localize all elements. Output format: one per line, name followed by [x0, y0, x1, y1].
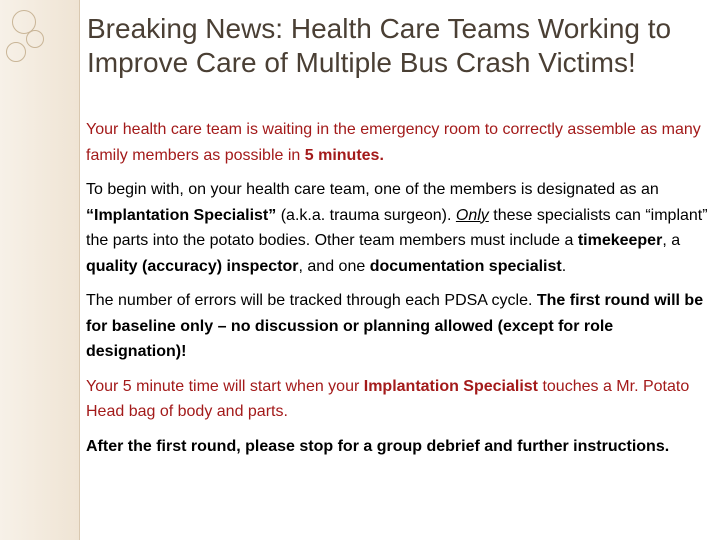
start-text-2: touches a Mr. Potato Head bag of body and parts. [86, 377, 690, 420]
roles-text-2: (a.k.a. trauma surgeon). [276, 206, 456, 224]
roles-text-1: To begin with, on your health care team, one of the members is designated as an [86, 181, 659, 198]
slide-body [86, 117, 711, 468]
roles-text-6: . [561, 257, 567, 275]
role-timekeeper: timekeeper [577, 232, 663, 249]
only-emphasis: Only [455, 206, 489, 224]
start-specialist: Implantation Specialist [363, 377, 539, 395]
start-text-1: Your 5 minute time will start when your [86, 377, 364, 395]
decorative-circle [26, 30, 44, 48]
paragraph-errors [86, 288, 711, 365]
decorative-circle [6, 42, 26, 62]
debrief-text: After the first round, please stop for a group debrief and further instructions. [86, 437, 670, 455]
time-limit: 5 minutes. [304, 146, 384, 164]
role-documentation-specialist: documentation specialist [369, 257, 562, 275]
errors-text: The number of errors will be tracked through each PDSA cycle. [86, 292, 537, 309]
paragraph-start [86, 374, 711, 425]
role-quality-inspector: quality (accuracy) inspector [86, 257, 299, 275]
role-implantation-specialist: “Implantation Specialist” [86, 206, 277, 224]
decorative-left-band [0, 0, 80, 540]
intro-text: Your health care team is waiting in the emergency room to correctly assemble as many family members as possible in [86, 121, 701, 164]
roles-text-3: these specialists can “implant” the parts into the potato bodies. Other team members must include a [86, 206, 708, 249]
roles-text-5: , and one [298, 257, 370, 275]
paragraph-intro [86, 117, 711, 168]
slide-title: Breaking News: Health Care Teams Working to Improve Care of Multiple Bus Crash Victims! [87, 13, 672, 78]
paragraph-roles [86, 177, 711, 279]
roles-text-4: , a [662, 232, 681, 249]
paragraph-debrief [86, 434, 711, 460]
first-round-rule: The first round will be for baseline only – no discussion or planning allowed (except for role designation)! [86, 292, 704, 360]
